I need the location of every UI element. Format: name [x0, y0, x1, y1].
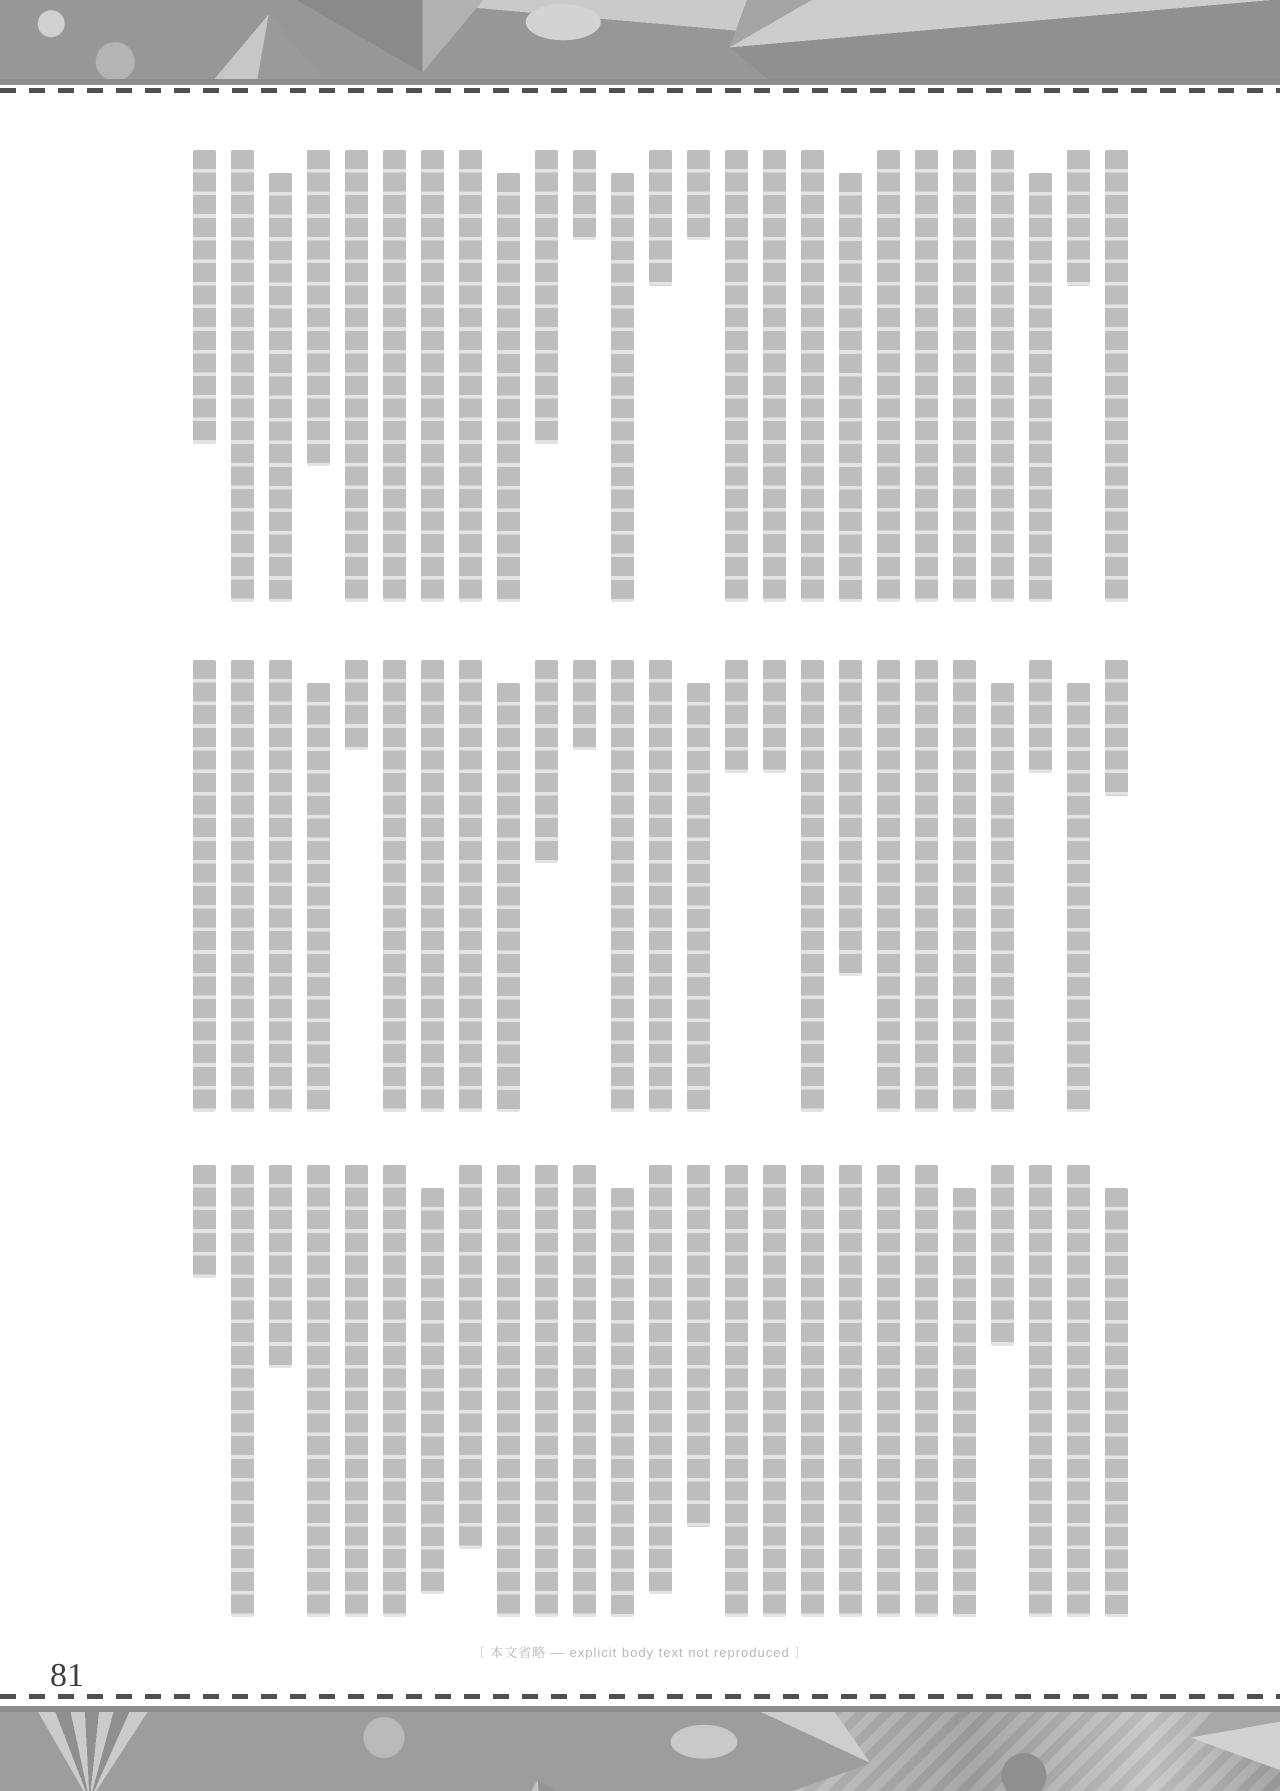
redacted-text-column	[307, 150, 330, 466]
redacted-text-column	[421, 150, 444, 602]
redacted-text-column	[649, 660, 672, 1112]
redacted-text-column	[497, 1165, 520, 1617]
redacted-text-column	[725, 1165, 748, 1617]
redacted-text-column	[535, 1165, 558, 1617]
redacted-text-column	[953, 1188, 976, 1617]
redacted-text-column	[459, 1165, 482, 1549]
redacted-text-column	[1029, 173, 1052, 602]
redacted-text-column	[1067, 683, 1090, 1112]
redacted-text-column	[687, 1165, 710, 1527]
redacted-text-column	[269, 660, 292, 1112]
redacted-text-column	[649, 150, 672, 286]
redacted-text-column	[193, 1165, 216, 1278]
redacted-text-column	[497, 683, 520, 1112]
redacted-text-column	[877, 660, 900, 1112]
redacted-text-column	[193, 660, 216, 1112]
redacted-text-column	[1105, 1188, 1128, 1617]
redacted-text-column	[915, 660, 938, 1112]
redacted-text-column	[231, 150, 254, 602]
redacted-text-column	[573, 1165, 596, 1617]
redacted-text-column	[459, 660, 482, 1112]
header-artwork-collage	[0, 0, 1280, 85]
redacted-text-column	[611, 660, 634, 1112]
redacted-text-column	[231, 1165, 254, 1617]
redacted-text-column	[611, 173, 634, 602]
text-band-3	[193, 1165, 1128, 1625]
redacted-text-column	[611, 1188, 634, 1617]
redacted-text-column	[915, 1165, 938, 1617]
redacted-text-column	[877, 1165, 900, 1617]
redacted-text-column	[763, 1165, 786, 1617]
redacted-text-column	[307, 683, 330, 1112]
redacted-text-column	[953, 660, 976, 1112]
redacted-text-column	[307, 1165, 330, 1617]
redacted-text-column	[573, 150, 596, 240]
bottom-dashed-divider	[0, 1694, 1280, 1699]
redacted-text-column	[269, 1165, 292, 1368]
redacted-text-column	[839, 173, 862, 602]
redacted-text-column	[839, 1165, 862, 1617]
redacted-text-column	[801, 150, 824, 602]
redacted-text-column	[383, 660, 406, 1112]
redacted-text-column	[459, 150, 482, 602]
top-dashed-divider	[0, 88, 1280, 93]
redacted-text-column	[725, 660, 748, 773]
redacted-text-column	[497, 173, 520, 602]
redacted-text-column	[763, 150, 786, 602]
redacted-text-column	[991, 683, 1014, 1112]
redacted-text-column	[915, 150, 938, 602]
redacted-text-column	[383, 1165, 406, 1617]
redacted-text-column	[573, 660, 596, 750]
redacted-text-column	[193, 150, 216, 444]
redacted-text-column	[725, 150, 748, 602]
redacted-text-column	[991, 150, 1014, 602]
redacted-text-column	[345, 150, 368, 602]
redacted-text-column	[763, 660, 786, 773]
redacted-text-column	[687, 150, 710, 240]
redacted-text-column	[839, 660, 862, 976]
redacted-text-column	[877, 150, 900, 602]
redacted-text-column	[535, 150, 558, 444]
redaction-notice: 〔 本文省略 — explicit body text not reproduced 〕	[471, 1645, 809, 1660]
redacted-text-column	[1067, 150, 1090, 286]
redacted-text-column	[1105, 150, 1128, 602]
redacted-text-column	[269, 173, 292, 602]
redacted-text-column	[1067, 1165, 1090, 1617]
redacted-text-column	[1029, 660, 1052, 773]
redacted-text-column	[421, 1188, 444, 1595]
footer-artwork-collage	[0, 1706, 1280, 1791]
text-band-1	[193, 150, 1128, 610]
redacted-text-column	[345, 660, 368, 750]
redacted-text-column	[535, 660, 558, 863]
page-number: 81	[50, 1657, 84, 1694]
redacted-text-column	[687, 683, 710, 1112]
redacted-text-column	[801, 1165, 824, 1617]
redacted-text-column	[953, 150, 976, 602]
redacted-text-column	[383, 150, 406, 602]
redacted-text-column	[801, 660, 824, 1112]
redacted-text-column	[231, 660, 254, 1112]
redacted-text-column	[421, 660, 444, 1112]
redacted-text-column	[991, 1165, 1014, 1346]
redacted-text-column	[1105, 660, 1128, 796]
redacted-text-column	[649, 1165, 672, 1594]
redacted-text-column	[345, 1165, 368, 1617]
redacted-text-column	[1029, 1165, 1052, 1617]
text-band-2	[193, 660, 1128, 1120]
